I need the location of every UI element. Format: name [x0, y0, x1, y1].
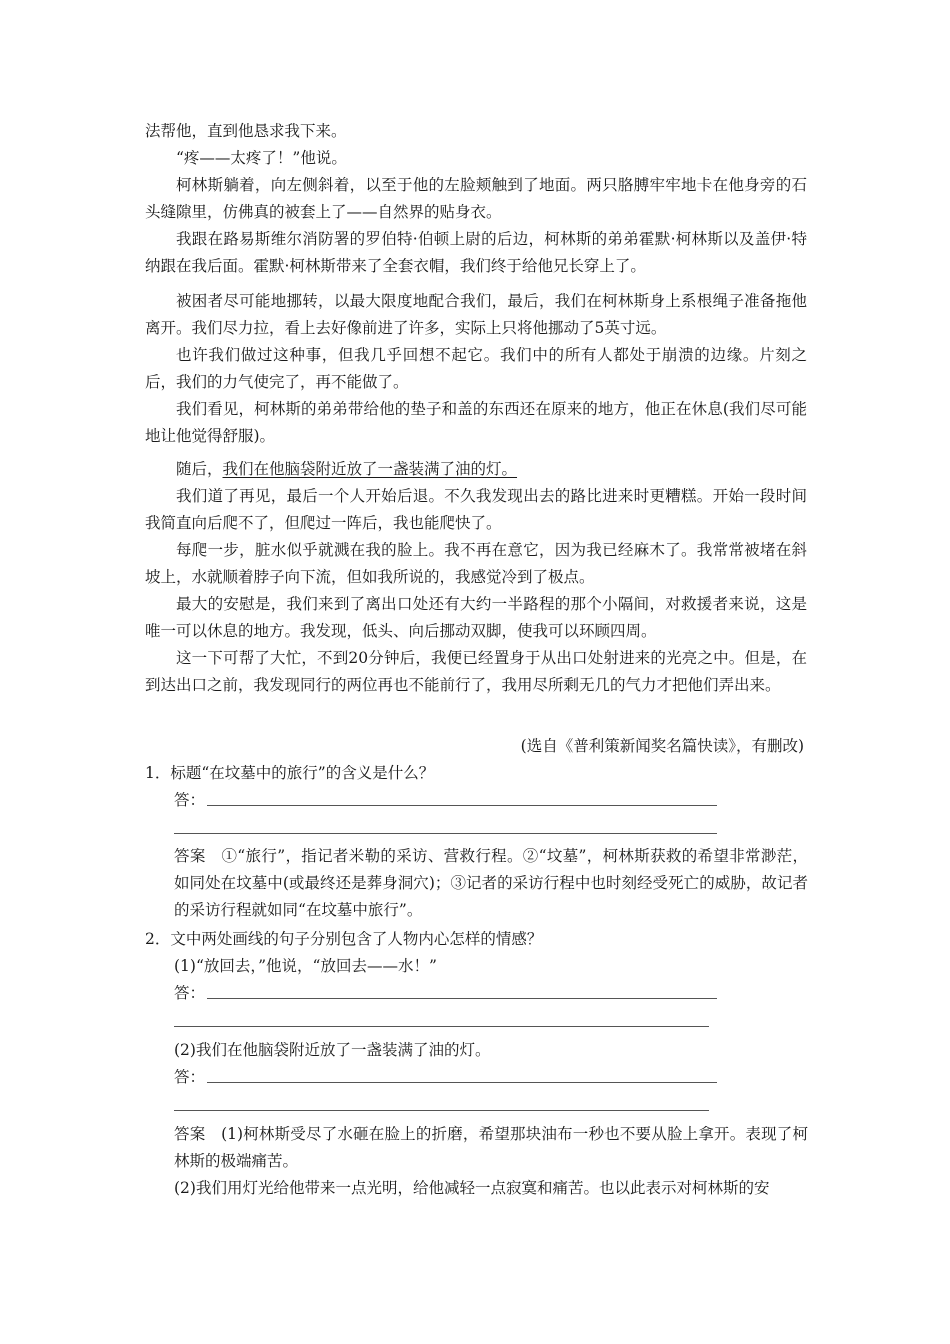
- underlined-sentence-paragraph: [145, 456, 807, 483]
- passage-paragraph: 我跟在路易斯维尔消防署的罗伯特·伯顿上尉的后边，柯林斯的弟弟霍默·柯林斯以及盖伊·特纳跟在我后面。霍默·柯林斯带来了全套衣帽，我们终于给他兄长穿上了。: [145, 230, 807, 275]
- passage-paragraph: 我们看见，柯林斯的弟弟带给他的垫子和盖的东西还在原来的地方，他正在休息(我们尽可能地让他觉得舒服)。: [145, 400, 807, 445]
- answer-2-part-1: 答案 (1)柯林斯受尽了水砸在脸上的折磨，希望那块油布一秒也不要从脸上拿开。表现了柯林斯的极端痛苦。: [174, 1125, 808, 1170]
- answer-1: 答案 ①“旅行”，指记者米勒的采访、营救行程。②“坟墓”，柯林斯获救的希望非常渺茫，如同处在坟墓中(或最终还是葬身洞穴)；③记者的采访行程中也时刻经受死亡的威胁，故记者的采访行程就如同“在坟墓中旅行”。: [174, 847, 808, 919]
- answer-prompt: 答：: [174, 791, 206, 809]
- answer-line[interactable]: [207, 998, 717, 999]
- passage-paragraph: 被困者尽可能地挪转，以最大限度地配合我们，最后，我们在柯林斯身上系根绳子准备拖他离开。我们尽力拉，看上去好像前进了许多，实际上只将他挪动了5英寸远。: [145, 292, 807, 337]
- question-2: 2．文中两处画线的句子分别包含了人物内心怎样的情感？: [145, 930, 543, 948]
- answer-prompt: 答：: [174, 1068, 206, 1086]
- sub-question-2: (2)我们在他脑袋附近放了一盏装满了油的灯。: [174, 1041, 491, 1059]
- passage-paragraph: 最大的安慰是，我们来到了离出口处还有大约一半路程的那个小隔间，对救援者来说，这是唯一可以休息的地方。我发现，低头、向后挪动双脚，使我可以环顾四周。: [145, 595, 807, 640]
- passage-paragraph: 法帮他，直到他恳求我下来。: [145, 122, 347, 140]
- passage-paragraph: “疼——太疼了！”他说。: [176, 149, 347, 167]
- answer-line[interactable]: [174, 833, 717, 834]
- answer-line[interactable]: [207, 1082, 717, 1083]
- answer-prompt: 答：: [174, 984, 206, 1002]
- source-citation: (选自《普利策新闻奖名篇快读》，有删改): [520, 737, 804, 755]
- passage-paragraph: 这一下可帮了大忙，不到20分钟后，我便已经置身于从出口处射进来的光亮之中。但是，在到达出口之前，我发现同行的两位再也不能前行了，我用尽所剩无几的气力才把他们弄出来。: [145, 649, 807, 694]
- passage-text: 随后，: [176, 460, 223, 478]
- passage-paragraph: 每爬一步，脏水似乎就溅在我的脸上。我不再在意它，因为我已经麻木了。我常常被堵在斜坡上，水就顺着脖子向下流，但如我所说的，我感觉冷到了极点。: [145, 541, 807, 586]
- sub-question-1: (1)“放回去，”他说，“放回去——水！”: [174, 957, 437, 975]
- answer-2-part-2: (2)我们用灯光给他带来一点光明，给他减轻一点寂寞和痛苦。也以此表示对柯林斯的安: [174, 1179, 770, 1197]
- passage-paragraph: 也许我们做过这种事，但我几乎回想不起它。我们中的所有人都处于崩溃的边缘。片刻之后，我们的力气使完了，再不能做了。: [145, 346, 807, 391]
- answer-line[interactable]: [174, 1026, 709, 1027]
- answer-line[interactable]: [174, 1110, 709, 1111]
- passage-paragraph: 柯林斯躺着，向左侧斜着，以至于他的左脸颊触到了地面。两只胳膊牢牢地卡在他身旁的石头缝隙里，仿佛真的被套上了——自然界的贴身衣。: [145, 176, 807, 221]
- passage-paragraph: 我们道了再见，最后一个人开始后退。不久我发现出去的路比进来时更糟糕。开始一段时间我简直向后爬不了，但爬过一阵后，我也能爬快了。: [145, 487, 807, 532]
- underlined-sentence: 我们在他脑袋附近放了一盏装满了油的灯。: [222, 460, 518, 478]
- question-1: 1．标题“在坟墓中的旅行”的含义是什么？: [145, 764, 435, 782]
- answer-line[interactable]: [207, 805, 717, 806]
